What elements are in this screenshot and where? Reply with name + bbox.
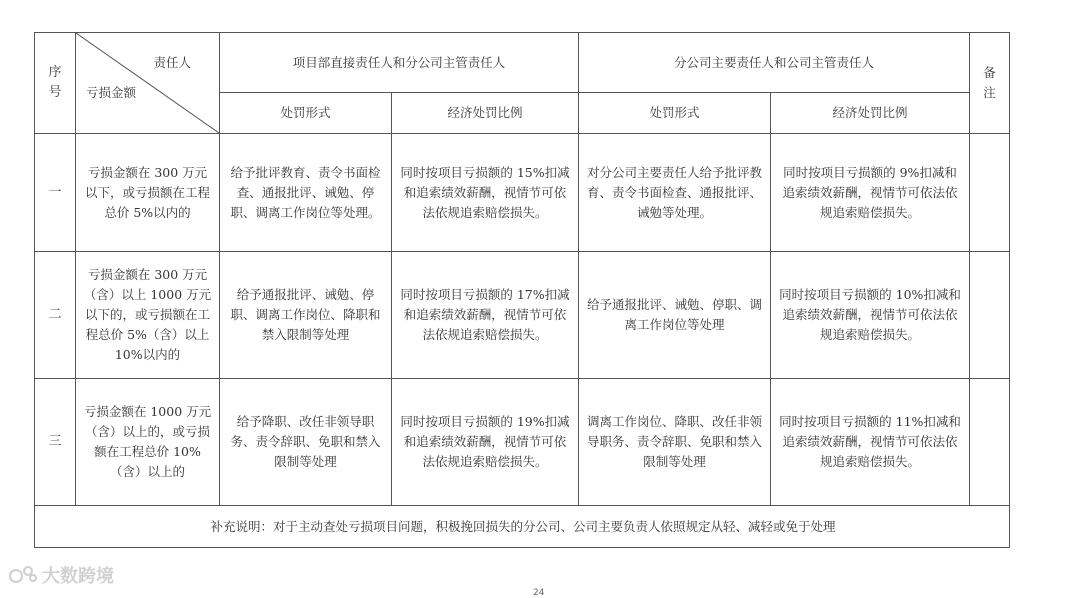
seq-header [35,33,76,134]
row-number: 二 [35,252,76,379]
loss-amount-label: 亏损金额 [86,85,137,100]
supplementary-note: 补充说明：对于主动查处亏损项目问题，积极挽回损失的分公司、公司主要负责人依照规定从轻、减轻或免于处理 [35,506,1010,548]
penalty-form-cell: 对分公司主要责任人给予批评教育、责令书面检查、通报批评、诫勉等处理。 [579,134,771,252]
group-header-2: 分公司主要责任人和公司主管责任人 [579,33,970,93]
table-row [35,134,1010,252]
sub-header-form-1: 处罚形式 [220,93,392,134]
penalty-form-cell: 调离工作岗位、降职、改任非领导职务、责令辞职、免职和禁入限制等处理 [579,379,771,506]
responsible-person-label: 责任人 [153,55,191,70]
sub-header-form-2: 处罚形式 [579,93,771,134]
loss-amount-cell: 亏损金额在 300 万元以下，或亏损额在工程总价 5%以内的 [76,134,220,252]
row-number: 三 [35,379,76,506]
remark-cell [970,379,1010,506]
penalty-form-cell: 给予降职、改任非领导职务、责令辞职、免职和禁入限制等处理 [220,379,392,506]
note-row [35,506,1010,548]
row-number: 一 [35,134,76,252]
economic-ratio-cell: 同时按项目亏损额的 15%扣减和追索绩效薪酬，视情节可依法依规追索赔偿损失。 [392,134,579,252]
economic-ratio-cell: 同时按项目亏损额的 10%扣减和追索绩效薪酬，视情节可依法依规追索赔偿损失。 [771,252,970,379]
diagonal-header-cell [76,33,220,134]
watermark [8,562,114,588]
sub-header-ratio-2: 经济处罚比例 [771,93,970,134]
economic-ratio-cell: 同时按项目亏损额的 17%扣减和追索绩效薪酬，视情节可依法依规追索赔偿损失。 [392,252,579,379]
economic-ratio-cell: 同时按项目亏损额的 9%扣减和追索绩效薪酬，视情节可依法依规追索赔偿损失。 [771,134,970,252]
penalty-form-cell: 给予通报批评、诫勉、停职、调离工作岗位等处理 [579,252,771,379]
penalty-form-cell: 给予通报批评、诫勉、停职、调离工作岗位、降职和禁入限制等处理 [220,252,392,379]
seq-header-text: 序号 [48,65,62,100]
watermark-text: 大数跨境 [42,566,114,587]
header-row-1 [35,33,1010,93]
table-row [35,379,1010,506]
economic-ratio-cell: 同时按项目亏损额的 19%扣减和追索绩效薪酬，视情节可依法依规追索赔偿损失。 [392,379,579,506]
group-header-1: 项目部直接责任人和分公司主管责任人 [220,33,579,93]
remark-cell [970,252,1010,379]
remark-header [970,33,1010,134]
loss-amount-cell: 亏损金额在 1000 万元（含）以上的，或亏损额在工程总价 10%（含）以上的 [76,379,220,506]
watermark-logo-icon [8,564,38,586]
sub-header-ratio-1: 经济处罚比例 [392,93,579,134]
loss-amount-cell: 亏损金额在 300 万元（含）以上 1000 万元以下的，或亏损额在工程总价 5%（含）以上 10%以内的 [76,252,220,379]
table-row [35,252,1010,379]
remark-header-text: 备注 [983,65,996,100]
remark-cell [970,134,1010,252]
page-number: 24 [533,588,545,598]
penalty-form-cell: 给予批评教育、责令书面检查、通报批评、诫勉、停职、调离工作岗位等处理。 [220,134,392,252]
economic-ratio-cell: 同时按项目亏损额的 11%扣减和追索绩效薪酬，视情节可依法依规追索赔偿损失。 [771,379,970,506]
penalty-table [34,32,1010,548]
